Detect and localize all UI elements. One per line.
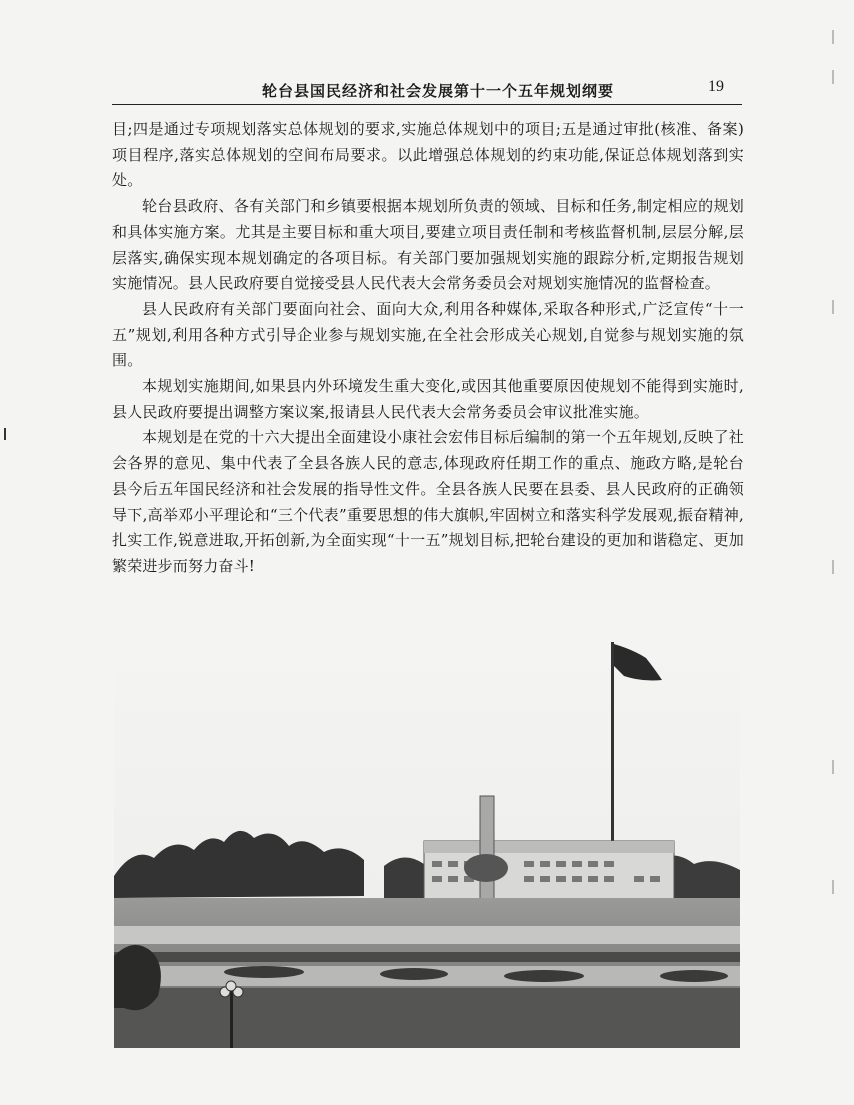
edge-mark bbox=[832, 760, 834, 774]
paragraph-4: 本规划实施期间,如果县内外环境发生重大变化,或因其他重要原因使规划不能得到实施时,县人民政府要提出调整方案议案,报请县人民代表大会常务委员会审议批准实施。 bbox=[112, 377, 744, 421]
paragraph-5: 本规划是在党的十六大提出全面建设小康社会宏伟目标后编制的第一个五年规划,反映了社会各界的意见、集中代表了全县各族人民的意志,体现政府任期工作的重点、施政方略,是轮台县今后五年国民经济和社会发展的指导性文件。全县各族人民要在县委、县人民政府的正确领导下,高举邓小平理论和“三个代表”重要思想的伟大旗帜,牢固树立和落实科学发展观,振奋精神,扎实工作,锐意进取,开拓创新,为全面实现“十一五”规划目标,把轮台建设的更加和谐稳定、更加繁荣进步而努力奋斗! bbox=[112, 428, 744, 575]
edge-mark bbox=[832, 880, 834, 894]
edge-mark bbox=[832, 70, 834, 84]
paragraph-3: 县人民政府有关部门要面向社会、面向大众,利用各种媒体,采取各种形式,广泛宣传“十一五”规划,利用各种方式引导企业参与规划实施,在全社会形成关心规划,自觉参与规划实施的氛围。 bbox=[112, 299, 744, 370]
lamp-post bbox=[230, 986, 233, 1048]
edge-mark bbox=[832, 560, 834, 574]
foreground-tree bbox=[114, 945, 161, 1010]
running-header bbox=[112, 78, 742, 105]
paragraph-2: 轮台县政府、各有关部门和乡镇要根据本规划所负责的领域、目标和任务,制定相应的规划和具体实施方案。尤其是主要目标和重大项目,要建立项目责任制和考核监督机制,层层分解,层层落实,确保实现本规划确定的各项目标。有关部门要加强规划实施的跟踪分析,定期报告规划实施情况。县人民政府要自觉接受县人民代表大会常务委员会对规划实施情况的监督检查。 bbox=[112, 197, 744, 293]
margin-mark bbox=[4, 428, 6, 440]
town-square-photo bbox=[114, 636, 740, 1048]
paragraph-1: 目;四是通过专项规划落实总体规划的要求,实施总体规划中的项目;五是通过审批(核准、备案)项目程序,落实总体规划的空间布局要求。以此增强总体规划的约束功能,保证总体规划落到实处。 bbox=[112, 120, 744, 190]
body-text bbox=[112, 117, 744, 580]
edge-mark bbox=[832, 30, 834, 44]
edge-mark bbox=[832, 300, 834, 314]
monument bbox=[480, 796, 494, 906]
header-title: 轮台县国民经济和社会发展第十一个五年规划纲要 bbox=[262, 82, 615, 100]
page-number: 19 bbox=[708, 78, 724, 95]
